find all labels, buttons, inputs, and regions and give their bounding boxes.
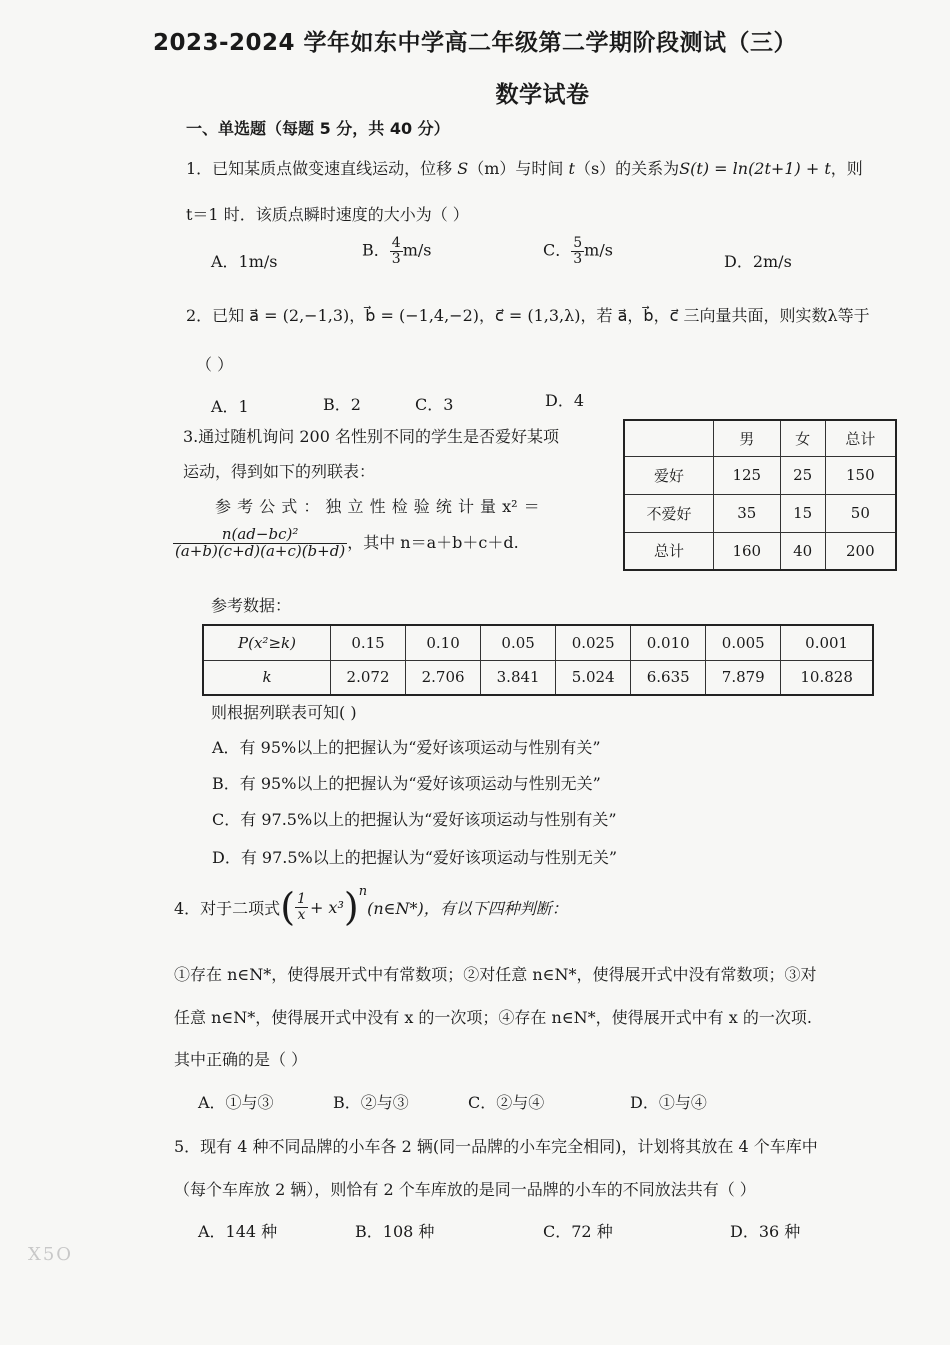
ref-row-label: P(x²≥k) <box>203 625 331 660</box>
q1-end: ，则 <box>830 159 863 178</box>
q4-lead: 4．对于二项式 <box>174 898 281 918</box>
ref-cell: 2.706 <box>406 660 481 695</box>
q1-option-b-den: 3 <box>391 250 401 267</box>
q4-fraction <box>295 892 308 922</box>
q4-frac-den: x <box>297 906 306 923</box>
q4-line4: 其中正确的是（ ） <box>174 1050 308 1069</box>
q4-paren-close: ) <box>343 885 359 929</box>
q1-option-c-fraction <box>571 236 584 266</box>
ref-cell: 0.010 <box>631 625 706 660</box>
q1-option-b <box>362 236 431 266</box>
q4-frac-num: 1 <box>297 890 306 907</box>
ref-cell: 7.879 <box>706 660 781 695</box>
ref-cell: 5.024 <box>556 660 631 695</box>
q3-option-c: C．有 97.5%以上的把握认为“爱好该项运动与性别有关” <box>212 810 617 829</box>
q2-option-b: B．2 <box>323 395 361 414</box>
q1-option-c <box>543 236 613 266</box>
q4-plus-x3: + x³ <box>309 897 344 917</box>
q3-line1: 3.通过随机询问 200 名性别不同的学生是否爱好某项 <box>183 427 559 446</box>
q3-formula-tail: ，其中 n＝a＋b＋c＋d. <box>347 532 519 552</box>
ref-cell: 0.001 <box>781 625 873 660</box>
q1-var-t: t <box>568 159 575 178</box>
q1-option-c-unit: m/s <box>584 240 613 260</box>
q2-option-c: C．3 <box>415 395 454 414</box>
q1-option-b-unit: m/s <box>402 240 432 260</box>
ref-cell: 0.15 <box>331 625 406 660</box>
q3-line2: 运动，得到如下的列联表： <box>183 462 376 481</box>
q1-unit-m: （m）与时间 <box>468 159 564 178</box>
q4-line3: 任意 n∈N*，使得展开式中没有 x 的一次项；④存在 n∈N*，使得展开式中有 x 的一次项. <box>174 1008 812 1027</box>
ct-cell: 爱好 <box>624 456 714 494</box>
reference-table <box>202 624 874 696</box>
q2-line1: 2．已知 a⃗ = (2,−1,3)，b⃗ = (−1,4,−2)，c⃗ = (1,3,λ)，若 a⃗，b⃗，c⃗ 三向量共面，则实数λ等于 <box>186 306 870 325</box>
q3-ref-label: 参考数据： <box>211 596 292 615</box>
q4-exponent: n <box>358 884 368 899</box>
q1-text: 1．已知某质点做变速直线运动，位移 <box>186 159 453 178</box>
q3-option-b: B．有 95%以上的把握认为“爱好该项运动与性别无关” <box>212 774 601 793</box>
ref-cell: 6.635 <box>631 660 706 695</box>
q3-chi-fraction <box>173 527 347 560</box>
q3-question: 则根据列联表可知( ) <box>211 703 357 722</box>
q4-line2: ①存在 n∈N*，使得展开式中有常数项；②对任意 n∈N*，使得展开式中没有常数项；③对 <box>174 965 817 984</box>
q3-formula <box>173 527 519 560</box>
q1-line2: t＝1 时．该质点瞬时速度的大小为（ ） <box>186 205 469 224</box>
q1-option-c-label: C． <box>543 240 572 260</box>
section-heading: 一、单选题（每题 5 分，共 40 分） <box>186 119 450 138</box>
q1-option-c-num: 5 <box>573 235 583 251</box>
ct-header-cell: 男 <box>714 420 781 456</box>
q5-line1: 5．现有 4 种不同品牌的小车各 2 辆(同一品牌的小车完全相同)，计划将其放在 4 个车库中 <box>174 1137 818 1156</box>
q5-line2: （每个车库放 2 辆），则恰有 2 个车库放的是同一品牌的小车的不同放法共有（ ） <box>174 1180 756 1199</box>
q5-option-b: B．108 种 <box>355 1222 435 1241</box>
q1-option-a: A．1m/s <box>211 252 278 271</box>
ct-cell: 125 <box>714 456 781 494</box>
q5-option-c: C．72 种 <box>543 1222 613 1241</box>
q4-tail: (n∈N*)，有以下四种判断： <box>367 898 568 918</box>
q1-option-d: D．2m/s <box>724 252 792 271</box>
ct-cell: 总计 <box>624 532 714 570</box>
ct-cell: 35 <box>714 494 781 532</box>
contingency-table <box>623 419 897 571</box>
ct-cell: 150 <box>825 456 896 494</box>
q4-option-a: A．①与③ <box>198 1093 274 1112</box>
q1-var-s: S <box>457 159 469 178</box>
q2-option-a: A．1 <box>211 397 249 416</box>
q4-option-c: C．②与④ <box>468 1093 545 1112</box>
ref-cell: 0.05 <box>481 625 556 660</box>
exam-title: 2023-2024 学年如东中学高二年级第二学期阶段测试（三） <box>152 30 798 56</box>
q1-unit-s: （s）的关系为 <box>574 159 680 178</box>
q1-option-c-den: 3 <box>573 250 583 267</box>
q5-option-a: A．144 种 <box>198 1222 278 1241</box>
ref-cell: 2.072 <box>331 660 406 695</box>
q1-line1 <box>186 156 863 179</box>
q4-line1 <box>174 882 568 932</box>
ref-cell: 3.841 <box>481 660 556 695</box>
q3-chi-numerator: n(ad−bc)² <box>173 527 347 544</box>
ct-cell: 160 <box>714 532 781 570</box>
ct-cell: 40 <box>780 532 825 570</box>
ref-row-label: k <box>203 660 331 695</box>
q4-option-b: B．②与③ <box>333 1093 409 1112</box>
ct-cell: 200 <box>825 532 896 570</box>
ct-header-cell <box>624 420 714 456</box>
q1-formula: S(t) = ln(2t+1) + t <box>679 159 831 178</box>
q3-option-a: A．有 95%以上的把握认为“爱好该项运动与性别有关” <box>212 738 601 757</box>
q1-option-b-fraction <box>390 236 403 266</box>
ct-cell: 不爱好 <box>624 494 714 532</box>
q2-line2: （ ） <box>196 355 234 374</box>
q3-formula-lead: 参 考 公 式 ： 独 立 性 检 验 统 计 量 x² ＝ <box>215 497 540 516</box>
exam-subtitle: 数学试卷 <box>495 82 590 108</box>
ct-header-cell: 女 <box>780 420 825 456</box>
q4-paren-open: ( <box>280 885 296 929</box>
ct-cell: 25 <box>780 456 825 494</box>
q3-option-d: D．有 97.5%以上的把握认为“爱好该项运动与性别无关” <box>212 848 618 867</box>
ct-cell: 50 <box>825 494 896 532</box>
ct-header-cell: 总计 <box>825 420 896 456</box>
ref-cell: 0.10 <box>406 625 481 660</box>
q1-option-b-label: B． <box>362 240 390 260</box>
ref-cell: 10.828 <box>781 660 873 695</box>
q5-option-d: D．36 种 <box>730 1222 801 1241</box>
q3-chi-denominator: (a+b)(c+d)(a+c)(b+d) <box>175 541 346 560</box>
ct-cell: 15 <box>780 494 825 532</box>
ref-cell: 0.025 <box>556 625 631 660</box>
q4-option-d: D．①与④ <box>630 1093 707 1112</box>
q1-option-b-num: 4 <box>391 235 401 251</box>
ref-cell: 0.005 <box>706 625 781 660</box>
watermark-logo: X5O <box>28 1244 74 1265</box>
q2-option-d: D．4 <box>545 391 585 410</box>
